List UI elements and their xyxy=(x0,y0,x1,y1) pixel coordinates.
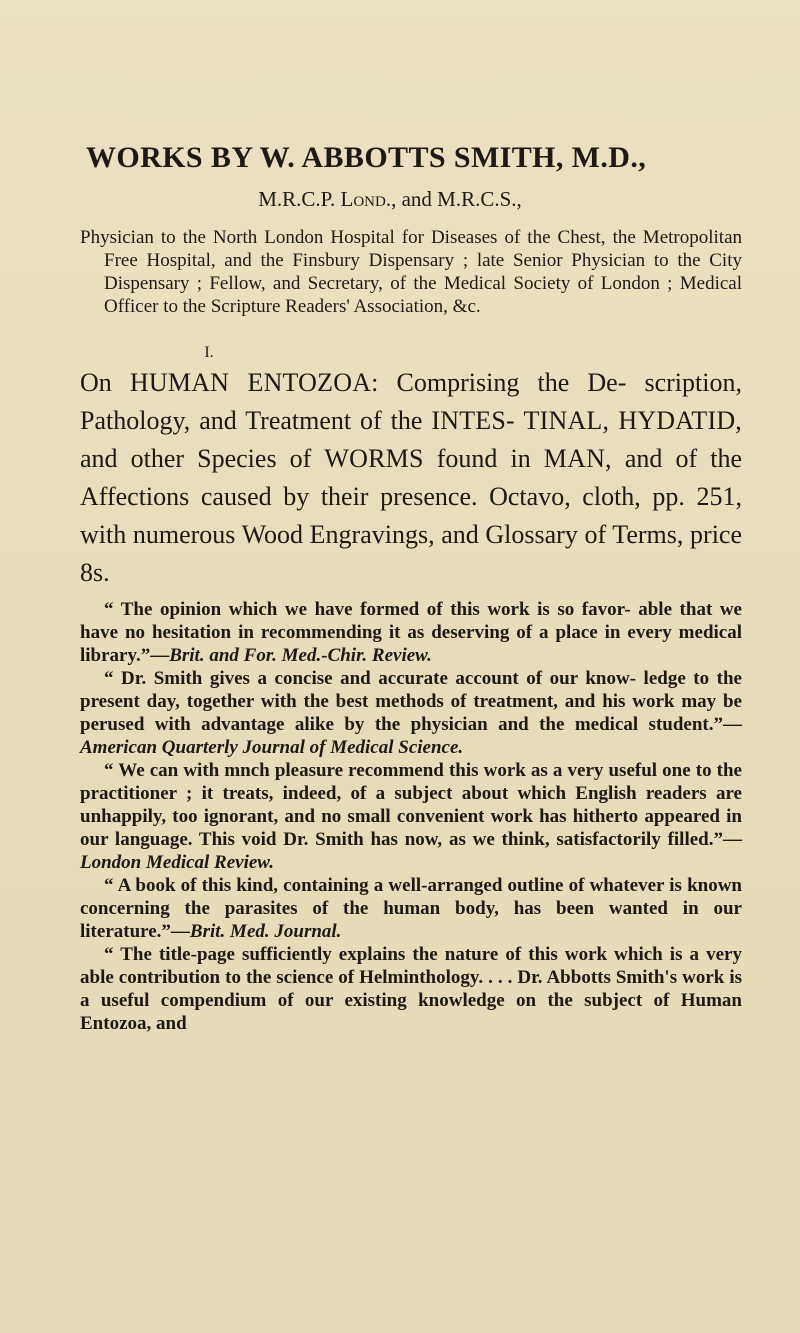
book-desc-caps2: INTES- TINAL, HYDATID, xyxy=(431,406,742,435)
review-quote xyxy=(80,598,742,667)
review-source: American Quarterly Journal of Medical Science. xyxy=(80,737,464,758)
book-desc-caps1: HUMAN ENTOZOA xyxy=(129,368,372,397)
review-text: “ A book of this kind, containing a well-arranged outline of whatever is known concerning the parasites of the human body, has been wanted in our literature.”— xyxy=(80,875,742,942)
book-desc-part1: On xyxy=(80,368,130,397)
author-credentials: Physician to the North London Hospital for Diseases of the Chest, the Metropolitan Free Hospital, and the Finsbury Dispensary ; late Senior Physician to the City Dispensary ; Fellow, and Secretary, of the Medical Society of London ; Medical Officer to the Scripture Readers' Association, &c. xyxy=(80,227,742,317)
book-desc-caps3: WORMS xyxy=(324,444,424,473)
review-text: “ We can with mnch pleasure recommend this work as a very useful one to the practitioner ; it treats, indeed, of a subject about which English readers are unhappily, too ignorant, and no small convenient work has hitherto appeared in our language. This void Dr. Smith has now, as we think, satisfactorily filled.”— xyxy=(80,760,742,850)
review-source: London Medical Review. xyxy=(80,852,275,873)
page-title: WORKS BY W. ABBOTTS SMITH, M.D., xyxy=(86,141,647,174)
review-quote xyxy=(80,667,742,759)
book-desc-caps4: MAN, xyxy=(543,444,612,473)
review-text: “ The title-page sufficiently explains the nature of this work which is a very able contribution to the science of Helminthology. . . . Dr. Abbotts Smith's work is a useful compendium of our existing knowledge on the subject of Human Entozoa, and xyxy=(80,944,742,1034)
page-content xyxy=(80,138,742,1035)
review-text: “ The opinion which we have formed of this work is so favor- able that we have no hesitation in recommending it as deserving of a place in every medical library.”— xyxy=(80,599,742,666)
book-desc-part3: and other Species of xyxy=(80,444,325,473)
book-numeral: I. xyxy=(204,344,214,361)
book-desc-part5: and of the Affections caused by their presence. Octavo, cloth, pp. 251, with numerous Wood Engravings, and Glossary of Terms, price 8s. xyxy=(80,444,742,587)
review-source: Brit. Med. Journal. xyxy=(189,921,342,942)
book-description xyxy=(80,364,742,592)
book-desc-part2: : Comprising the De- scription, Pathology, and Treatment of the xyxy=(80,368,742,435)
reviews-section xyxy=(80,598,742,1035)
review-quote xyxy=(80,874,742,943)
degrees-suffix: , and M.R.C.S., xyxy=(391,187,522,211)
review-text: “ Dr. Smith gives a concise and accurate account of our know- ledge to the present day, together with the best methods of treatment, and his work may be perused with advantage alike by the physician and the medical student.”— xyxy=(80,668,742,735)
book-desc-part4: found in xyxy=(423,444,544,473)
degrees-lond: Lond. xyxy=(340,187,392,211)
review-quote xyxy=(80,759,742,874)
review-quote xyxy=(80,943,742,1035)
degrees-prefix: M.R.C.P. xyxy=(258,187,341,211)
author-degrees xyxy=(80,184,700,214)
review-source: Brit. and For. Med.-Chir. Review. xyxy=(169,645,432,666)
